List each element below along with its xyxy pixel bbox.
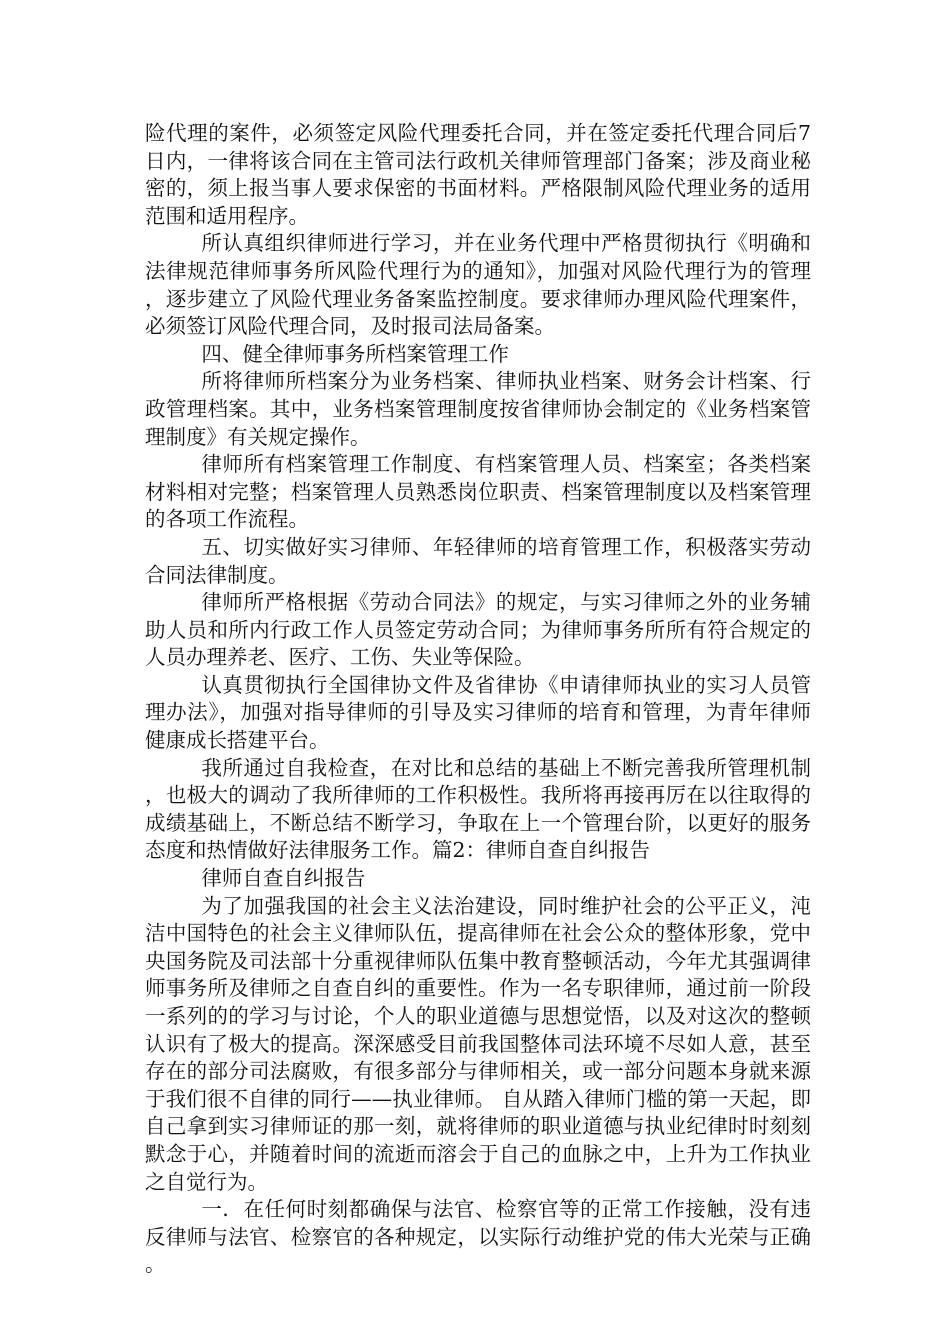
paragraph-7: 我所通过自我检查，在对比和总结的基础上不断完善我所管理机制，也极大的调动了我所律师的工作积极性。我所将再接再厉在以往取得的成绩基础上，不断总结不断学习，争取在上一个管理台阶，以更好的服务态度和热情做好法律服务工作。篇2：律师自查自纠报告 [145,755,811,863]
report-title: 律师自查自纠报告 [201,866,366,891]
paragraph-4: 律师所有档案管理工作制度、有档案管理人员、档案室；各类档案材料相对完整；档案管理人员熟悉岗位职责、档案管理制度以及档案管理的各项工作流程。 [145,452,811,532]
document-page [145,120,811,1279]
paragraph-3: 所将律师所档案分为业务档案、律师执业档案、财务会计档案、行政管理档案。其中，业务档案管理制度按省律师协会制定的《业务档案管理制度》有关规定操作。 [145,369,811,449]
paragraph-5: 律师所严格根据《劳动合同法》的规定，与实习律师之外的业务辅助人员和所内行政工作人员签定劳动合同；为律师事务所所有符合规定的人员办理养老、医疗、工伤、失业等保险。 [145,590,811,670]
paragraph-6: 认真贯彻执行全国律协文件及省律协《申请律师执业的实习人员管理办法》，加强对指导律师的引导及实习律师的培育和管理，为青年律师健康成长搭建平台。 [145,672,811,753]
paragraph-1: 险代理的案件，必须签定风险代理委托合同，并在签定委托代理合同后7日内，一律将该合同在主管司法行政机关律师管理部门备案；涉及商业秘密的，须上报当事人要求保密的书面材料。严格限制风险代理业务的适用范围和适用程序。 [145,121,811,228]
paragraph-9: 一．在任何时刻都确保与法官、检察官等的正常工作接触，没有违反律师与法官、检察官的各种规定，以实际行动维护党的伟大光荣与正确。 [145,1197,811,1277]
paragraph-8: 为了加强我国的社会主义法治建设，同时维护社会的公平正义，沌洁中国特色的社会主义律师队伍，提高律师在社会公众的整体形象，党中央国务院及司法部十分重视律师队伍集中教育整顿活动，今年尤其强调律师事务所及律师之自查自纠的重要性。作为一名专职律师，通过前一阶段一系列的的学习与讨论，个人的职业道德与思想觉悟，以及对这次的整顿认识有了极大的提高。深深感受目前我国整体司法环境不尽如人意，甚至存在的部分司法腐败，有很多部分与律师相关，或一部分问题本身就来源于我们很不自律的同行——执业律师。 自从踏入律师门槛的第一天起，即自己拿到实习律师证的那一刻，就将律师的职业道德与执业纪律时时刻刻默念于心，并随着时间的流逝而溶会于自己的血脉之中，上升为工作执业之自觉行为。 [145,893,811,1194]
section-heading-5: 五、切实做好实习律师、年轻律师的培育管理工作，积极落实劳动合同法律制度。 [145,534,811,587]
section-heading-4: 四、健全律师事务所档案管理工作 [201,341,509,366]
paragraph-2: 所认真组织律师进行学习，并在业务代理中严格贯彻执行《明确和法律规范律师事务所风险代理行为的通知》，加强对风险代理行为的管理，逐步建立了风险代理业务备案监控制度。要求律师办理风险代理案件，必须签订风险代理合同，及时报司法局备案。 [145,231,811,339]
